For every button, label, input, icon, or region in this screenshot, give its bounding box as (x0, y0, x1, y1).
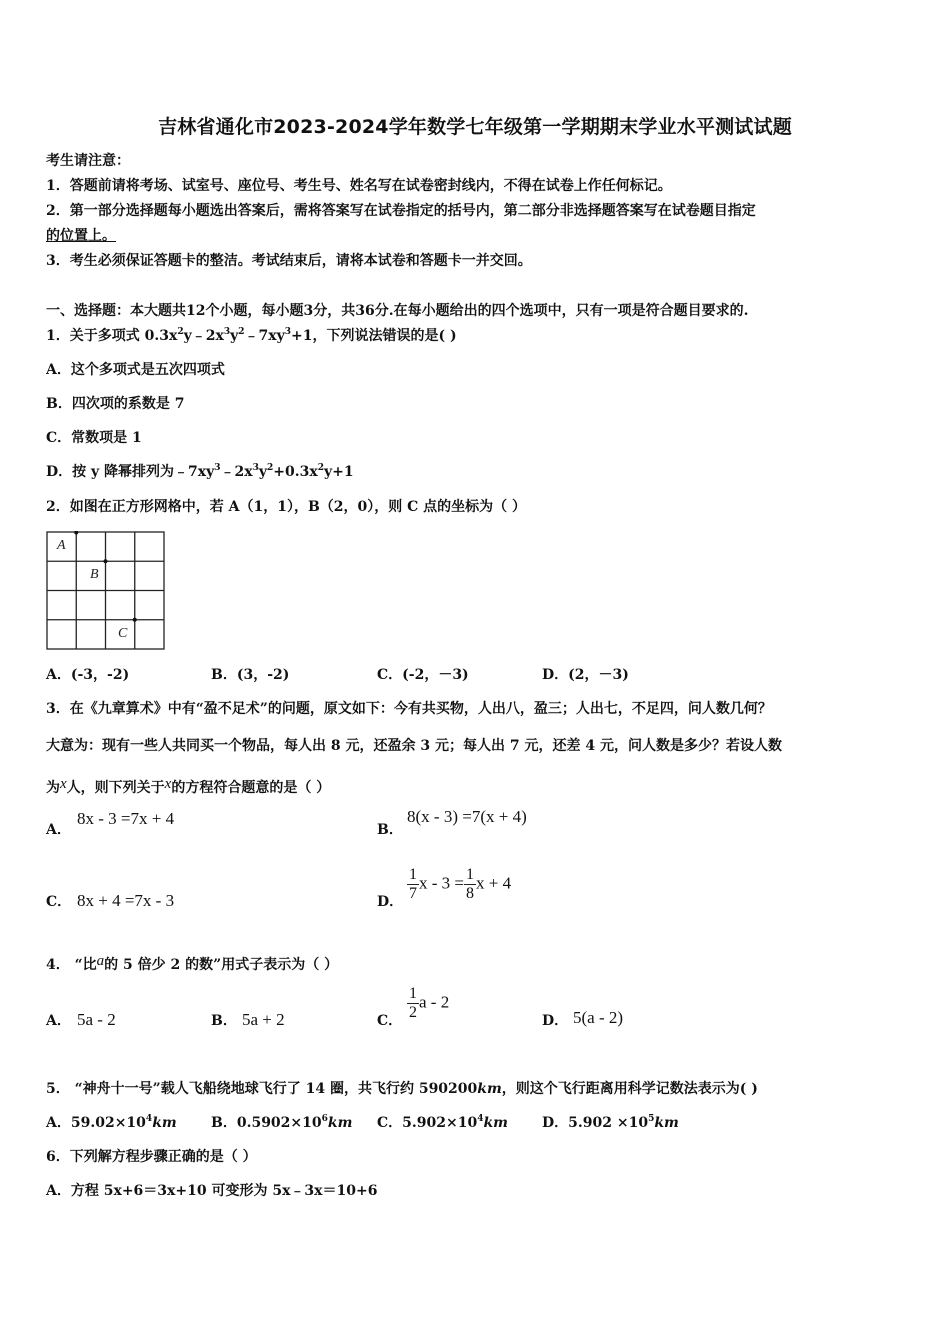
point-a-label: A (57, 538, 66, 553)
question-3-line-3: 为x人，则下列关于x的方程符合题意的是（ ） (46, 776, 331, 796)
question-2-option-a: A．(-3，-2) (46, 667, 130, 683)
question-6-stem: 6．下列解方程步骤正确的是（ ） (46, 1149, 257, 1165)
question-1-stem: 1．关于多项式 $0.3x^2y﹣2x^3y^2﹣7xy^3+1$，下列说法错误的是( ) (46, 327, 457, 344)
notice-heading: 考生请注意： (46, 153, 130, 169)
question-5-option-d: D．$5.902 \times 10^5km$ (542, 1114, 679, 1131)
question-4-option-d-expr: 5(a - 2) (573, 1008, 624, 1027)
question-3-option-d-expr: $\frac{1}{7}$ x - 3 = $\frac{1}{8}$ x + 4 (409, 866, 512, 902)
question-3-option-d-label: D． (377, 894, 404, 910)
question-1-option-c: C．常数项是 1 (46, 430, 142, 446)
notice-item-2-cont: 的位置上。 (46, 228, 116, 244)
notice-item-2: 2．第一部分选择题每小题选出答案后，需将答案写在试卷指定的括号内，第二部分非选择题答案写在试卷题目指定 (46, 203, 756, 219)
question-4-option-b-expr: 5a + 2 (242, 1010, 285, 1029)
point-c-label: C (118, 626, 128, 641)
question-5-option-c: C．$5.902\times 10^4km$ (377, 1114, 508, 1131)
question-3-line-1: 3．在《九章算术》中有“盈不足术”的问题，原文如下：今有共买物，人出八，盈三；人出七，不足四，问人数几何？ (46, 701, 772, 717)
question-3-option-c-label: C． (46, 894, 72, 910)
question-1-option-b: B．四次项的系数是 7 (46, 396, 185, 412)
question-2-option-d: D．(2，－3) (542, 667, 629, 683)
exam-title: 吉林省通化市2023-2024学年数学七年级第一学期期末学业水平测试试题 (158, 116, 792, 138)
question-2-stem: 2．如图在正方形网格中，若 A（1，1），B（2，0），则 C 点的坐标为（ ） (46, 499, 527, 515)
notice-item-3: 3．考生必须保证答题卡的整洁。考试结束后，请将本试卷和答题卡一并交回。 (46, 253, 532, 269)
point-b-dot (104, 559, 108, 563)
section-heading: 一、选择题：本大题共12个小题，每小题3分，共36分.在每小题给出的四个选项中，只有一项是符合题目要求的. (46, 303, 749, 319)
point-a-dot (74, 531, 78, 535)
square-grid-figure (46, 531, 168, 653)
question-4-option-b-label: B． (211, 1013, 237, 1029)
point-c-dot (133, 618, 137, 622)
notice-item-1: 1．答题前请将考场、试室号、座位号、考生号、姓名写在试卷密封线内，不得在试卷上作任何标记。 (46, 178, 672, 194)
question-1-option-a: A．这个多项式是五次四项式 (46, 362, 225, 378)
question-3-line-2: 大意为：现有一些人共同买一个物品，每人出 8 元，还盈余 3 元；每人出 7 元，还差 4 元，问人数是多少？若设人数 (46, 738, 782, 754)
point-b-label: B (90, 567, 99, 582)
question-3-option-a-label: A． (46, 822, 71, 838)
question-3-option-b-expr: 8(x - 3) =7(x + 4) (407, 807, 527, 826)
question-4-option-d-label: D． (542, 1013, 569, 1029)
question-1-option-d: D．按 y 降幂排列为$﹣7xy^3﹣2x^3y^2+0.3x^2y+1$ (46, 463, 354, 480)
question-4-option-a-expr: 5a - 2 (77, 1010, 116, 1029)
question-5-stem: 5． “神舟十一号”载人飞船绕地球飞行了 14 圈，共飞行约 590200km，则这个飞行距离用科学记数法表示为( ) (46, 1081, 758, 1097)
question-6-option-a: A．方程 5x+6＝3x+10 可变形为 5x﹣3x＝10+6 (46, 1183, 378, 1199)
question-5-option-b: B．$0.5902\times 10^6km$ (211, 1114, 353, 1131)
question-4-stem: 4． “比a的 5 倍少 2 的数”用式子表示为（ ） (46, 953, 339, 973)
question-3-option-a-expr: 8x - 3 =7x + 4 (77, 809, 175, 828)
question-5-option-a: A．$59.02\times 10^4km$ (46, 1114, 177, 1131)
question-2-option-b: B．(3，-2) (211, 667, 290, 683)
question-4-option-c-expr: $\frac{1}{2}$ a - 2 (409, 985, 450, 1021)
question-3-option-c-expr: 8x + 4 =7x - 3 (77, 891, 175, 910)
question-4-option-a-label: A． (46, 1013, 71, 1029)
question-4-option-c-label: C． (377, 1013, 403, 1029)
question-3-option-b-label: B． (377, 822, 403, 838)
question-2-option-c: C．(-2，－3) (377, 667, 469, 683)
